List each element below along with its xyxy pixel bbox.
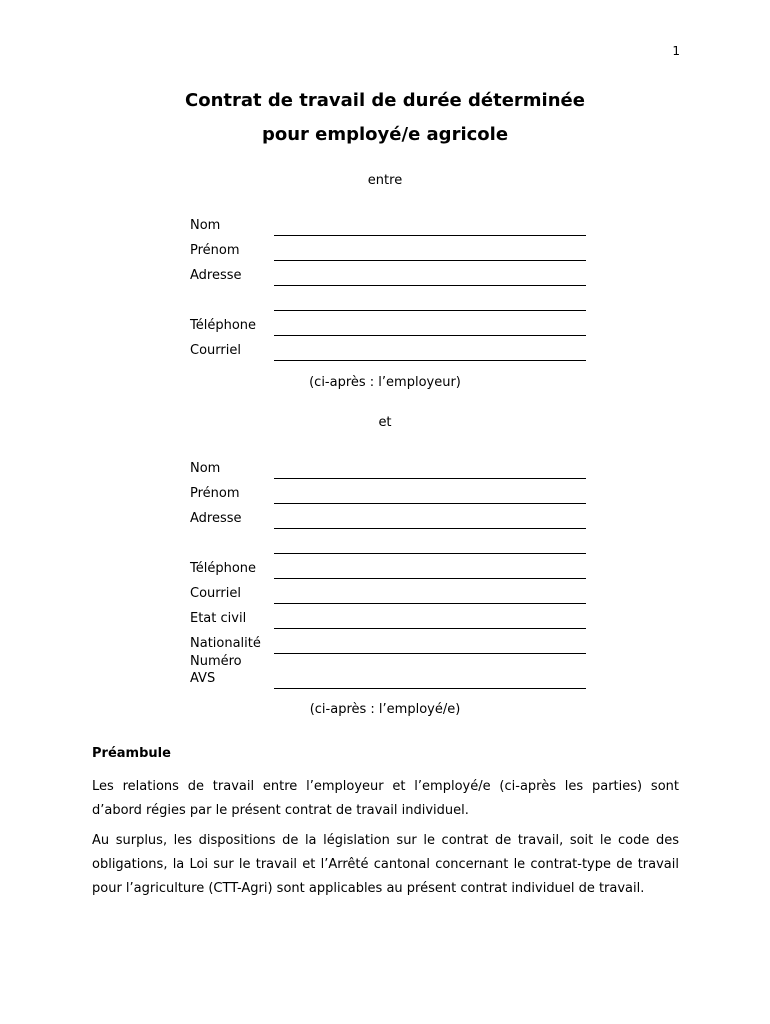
employee-phone-field[interactable] bbox=[190, 554, 586, 579]
page-number: 1 bbox=[672, 44, 680, 58]
preamble-paragraph: Au surplus, les dispositions de la législation sur le contrat de travail, soit le code des obligations, la Loi sur le travail et l’Arrêté cantonal concernant le contrat-type de travail pour l’agriculture (CTT-Agri) sont applicables au présent contrat individuel de travail. bbox=[92, 833, 679, 896]
employer-name-field[interactable] bbox=[190, 211, 586, 236]
field-label: Courriel bbox=[190, 343, 241, 358]
employee-name-field[interactable] bbox=[190, 454, 586, 479]
employer-phone-field[interactable] bbox=[190, 311, 586, 336]
field-label: Adresse bbox=[190, 268, 242, 283]
field-label: Etat civil bbox=[190, 611, 247, 626]
employer-address-field[interactable] bbox=[190, 261, 586, 286]
field-label: Prénom bbox=[190, 243, 240, 258]
field-label: Courriel bbox=[190, 586, 241, 601]
document-title-line-2: pour employé/e agricole bbox=[261, 124, 509, 145]
field-label: Téléphone bbox=[190, 561, 257, 576]
employee-firstname-field[interactable] bbox=[190, 479, 586, 504]
employee-civil-status-field[interactable] bbox=[190, 604, 586, 629]
preamble-paragraph: Les relations de travail entre l’employeur et l’employé/e (ci-après les parties) sont d’abord régies par le présent contrat de travail individuel. bbox=[92, 779, 679, 818]
employee-avs-number-field[interactable] bbox=[190, 653, 586, 689]
preamble-heading: Préambule bbox=[92, 746, 171, 761]
field-label: Prénom bbox=[190, 486, 240, 501]
connector-and: et bbox=[378, 415, 392, 430]
connector-between: entre bbox=[367, 173, 403, 188]
employee-address-field[interactable] bbox=[190, 504, 586, 529]
employer-caption: (ci-après : l’employeur) bbox=[309, 375, 461, 390]
field-label: Nationalité bbox=[190, 636, 261, 651]
employee-caption: (ci-après : l’employé/e) bbox=[309, 702, 461, 717]
field-label: Adresse bbox=[190, 511, 242, 526]
employer-address-field-2[interactable] bbox=[190, 286, 586, 311]
fill-line[interactable] bbox=[274, 688, 586, 689]
field-label: Téléphone bbox=[190, 318, 257, 333]
fill-line[interactable] bbox=[274, 360, 586, 361]
employee-nationality-field[interactable] bbox=[190, 629, 586, 654]
field-label: Nom bbox=[190, 218, 221, 233]
employee-email-field[interactable] bbox=[190, 579, 586, 604]
field-label: Nom bbox=[190, 461, 221, 476]
employee-address-field-2[interactable] bbox=[190, 529, 586, 554]
employer-email-field[interactable] bbox=[190, 336, 586, 361]
employer-firstname-field[interactable] bbox=[190, 236, 586, 261]
document-title-line-1: Contrat de travail de durée déterminée bbox=[185, 90, 585, 111]
field-label: Numéro AVS bbox=[190, 654, 242, 686]
